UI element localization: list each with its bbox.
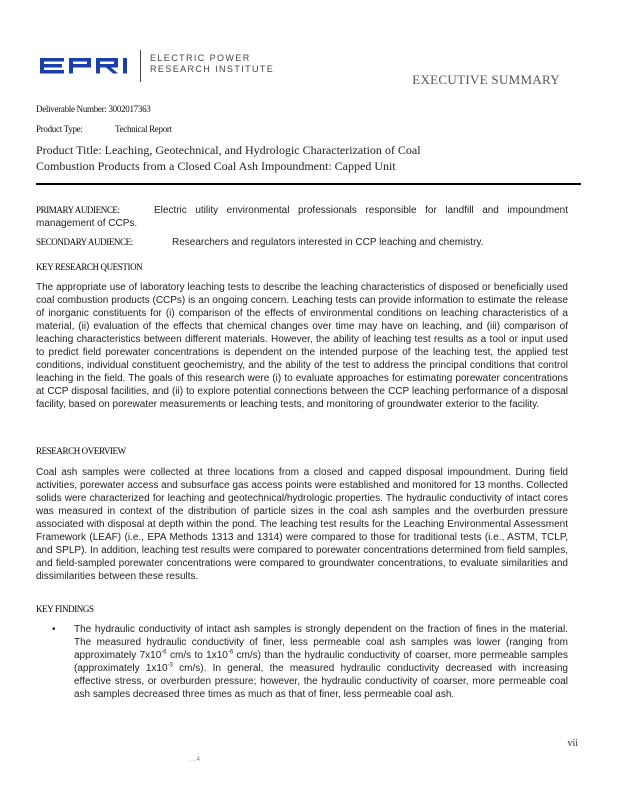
key-finding-text xyxy=(74,623,568,701)
research-overview-heading: RESEARCH OVERVIEW xyxy=(36,446,126,456)
key-finding-text-part-4: cm/s). In general, the measured hydraulic conductivity decreased with increasing effective stress, or overburden pressure; however, the hydraulic conductivity of coarser, more permeable coal ash samples decreased three times as much as that of finer, less permeable coal ash. xyxy=(74,663,568,700)
header-divider xyxy=(36,183,581,185)
key-finding-text-part-1: The hydraulic conductivity of intact ash samples is strongly dependent on the fraction of fines in the material. The measured hydraulic conductivity of finer, less permeable coal ash samples was lower (ranging from approximately 7x10 xyxy=(74,624,568,661)
exponent-1: -6 xyxy=(161,649,167,656)
key-finding-item xyxy=(52,623,568,701)
research-overview-text: Coal ash samples were collected at three locations from a closed and capped disposal impoundment. During field activities, porewater access and subsurface gas access points were established and monitored for 13 months. Collected solids were characterized for leaching and geotechnical/hydrologic properties. The hydraulic conductivity of intact cores was measured in context of the distribution of particle sizes in the coal ash samples and the overburden pressure associated with disposal at depth within the pond. The leaching test results for the Leaching Environmental Assessment Framework (LEAF) (i.e., EPA Methods 1313 and 1314) were compared to those for traditional tests (i.e., ASTM, TCLP, and SPLP). In addition, leaching test results were compared to porewater concentrations determined from field samples, and field-sampled porewater concentrations were compared to groundwater concentrations, to evaluate similarities and dissimilarities between these results. xyxy=(36,467,568,582)
product-type-label: Product Type: xyxy=(36,124,83,134)
product-type xyxy=(36,124,172,134)
primary-audience xyxy=(36,204,568,230)
primary-audience-label: PRIMARY AUDIENCE: xyxy=(36,205,120,215)
exponent-3: -3 xyxy=(167,662,173,669)
key-finding-text-part-3: cm/s) than the hydraulic conductivity of coarser, more permeable samples (approximately 1x10 xyxy=(74,650,568,674)
product-title-line-1: Product Title: Leaching, Geotechnical, and Hydrologic Characterization of Coal xyxy=(36,143,421,157)
secondary-audience-text: Researchers and regulators interested in CCP leaching and chemistry. xyxy=(172,237,484,248)
product-title-line-2: Combustion Products from a Closed Coal Ash Impoundment: Capped Unit xyxy=(36,159,396,173)
section-title: EXECUTIVE SUMMARY xyxy=(412,72,560,87)
page-number: vii xyxy=(567,738,578,749)
key-findings-heading: KEY FINDINGS xyxy=(36,604,94,614)
exponent-2: -6 xyxy=(227,649,234,656)
product-type-value: Technical Report xyxy=(115,124,172,134)
secondary-audience xyxy=(36,236,568,249)
footer-mark: . . 4 xyxy=(190,757,201,763)
institute-line-2: RESEARCH INSTITUTE xyxy=(150,64,275,74)
secondary-audience-label: SECONDARY AUDIENCE: xyxy=(36,237,133,247)
deliverable-number: Deliverable Number: 3002017363 xyxy=(36,104,151,114)
key-research-question-text: The appropriate use of laboratory leaching tests to describe the leaching characteristics of disposed or beneficially used coal combustion products (CCPs) is an ongoing concern. Leaching tests can provide information to estimate the release of inorganic constituents for (i) comparison of the effects of environmental conditions on leaching characteristics of a material, (ii) evaluation of the effects that chemical changes over time may have on leaching, and (iii) comparison of leaching characteristics between different materials. However, the ability of leaching test results as a tool or input used to predict field porewater concentrations is dependent on the intended purpose of the leaching test, the applied test conditions, individual constituent geochemistry, and the ability of the test to address the principal conditions that control leaching in the field. The goals of this research were (i) to evaluate approaches for estimating porewater concentrations at CCP disposal facilities, and (ii) to explore potential connections between the CCP leaching performance of a disposal facility, based on porewater measurements or leaching tests, and monitoring of groundwater exterior to the facility. xyxy=(36,282,568,410)
product-title xyxy=(36,142,516,174)
institute-line-1: ELECTRIC POWER xyxy=(150,53,251,63)
bullet-icon: • xyxy=(52,624,56,635)
primary-audience-text: Electric utility environmental professionals responsible for landfill and impoundment management of CCPs. xyxy=(36,205,568,229)
key-finding-text-part-2: cm/s to 1x10 xyxy=(166,650,228,661)
key-research-question-heading: KEY RESEARCH QUESTION xyxy=(36,262,143,272)
institute-name xyxy=(150,53,274,75)
